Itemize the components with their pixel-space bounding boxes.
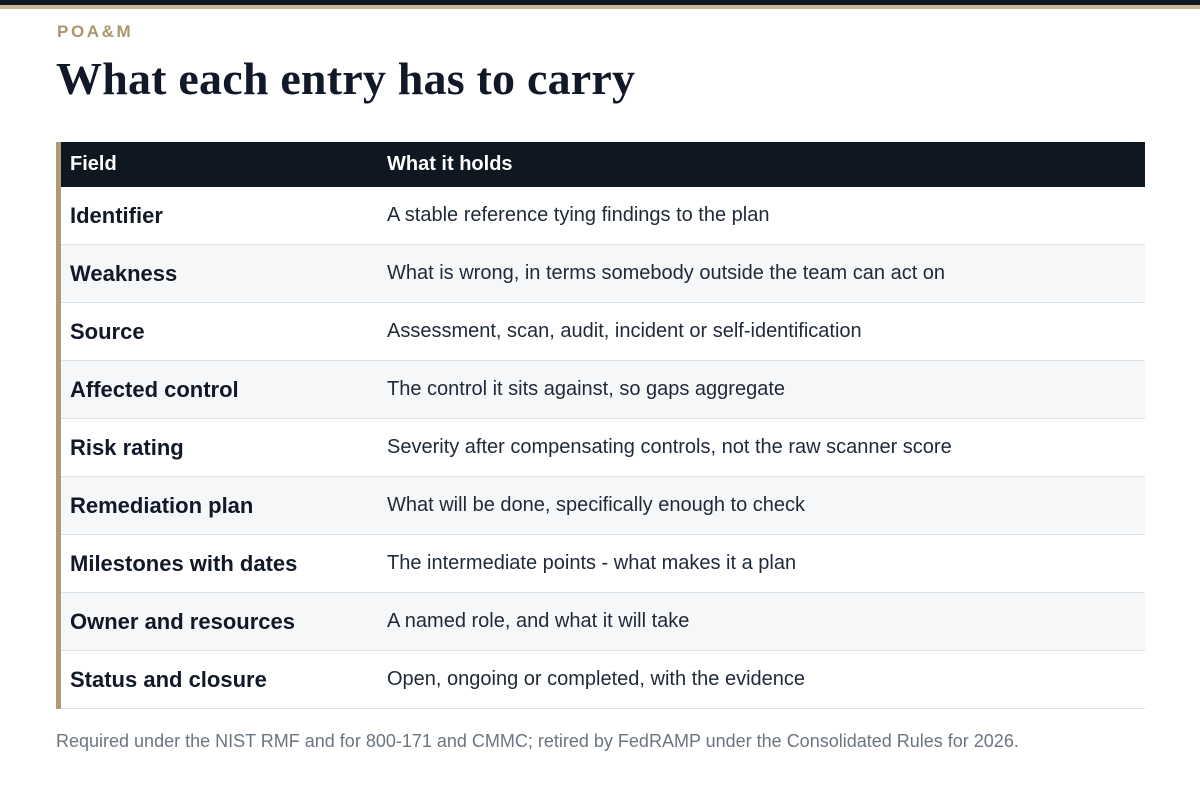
header-holds: What it holds (387, 153, 513, 175)
table-header (61, 142, 1145, 187)
table-row (61, 245, 1145, 303)
table-row (61, 419, 1145, 477)
table-row (61, 477, 1145, 535)
row-holds: Open, ongoing or completed, with the evidence (387, 668, 806, 690)
table-row (61, 593, 1145, 651)
table-row (61, 361, 1145, 419)
row-field: Source (70, 318, 145, 344)
row-field: Remediation plan (70, 492, 254, 518)
row-holds: What is wrong, in terms somebody outside the team can act on (387, 262, 946, 284)
row-holds: Severity after compensating controls, not the raw scanner score (387, 436, 952, 458)
header-field: Field (70, 153, 117, 175)
row-holds: A stable reference tying findings to the plan (387, 204, 770, 226)
row-field: Identifier (70, 202, 163, 228)
row-field: Owner and resources (70, 608, 295, 634)
page-title: What each entry has to carry (56, 53, 636, 104)
table-row (61, 303, 1145, 361)
row-holds: The intermediate points - what makes it a plan (387, 552, 797, 574)
top-bar-accent (0, 5, 1200, 9)
row-field: Weakness (70, 260, 178, 286)
fields-table (56, 142, 1145, 709)
row-holds: The control it sits against, so gaps aggregate (387, 378, 786, 400)
row-holds: A named role, and what it will take (387, 610, 690, 632)
row-field: Risk rating (70, 434, 184, 460)
footnote: Required under the NIST RMF and for 800-171 and CMMC; retired by FedRAMP under the Consolidated Rules for 2026. (56, 731, 1019, 751)
row-holds: What will be done, specifically enough to check (387, 494, 806, 516)
table-row (61, 651, 1145, 709)
table-row (61, 535, 1145, 593)
eyebrow-label: POA&M (57, 22, 134, 41)
row-field: Status and closure (70, 666, 267, 692)
row-field: Affected control (70, 376, 239, 402)
table-row (61, 187, 1145, 245)
row-holds: Assessment, scan, audit, incident or self-identification (387, 320, 862, 342)
row-field: Milestones with dates (70, 550, 298, 576)
